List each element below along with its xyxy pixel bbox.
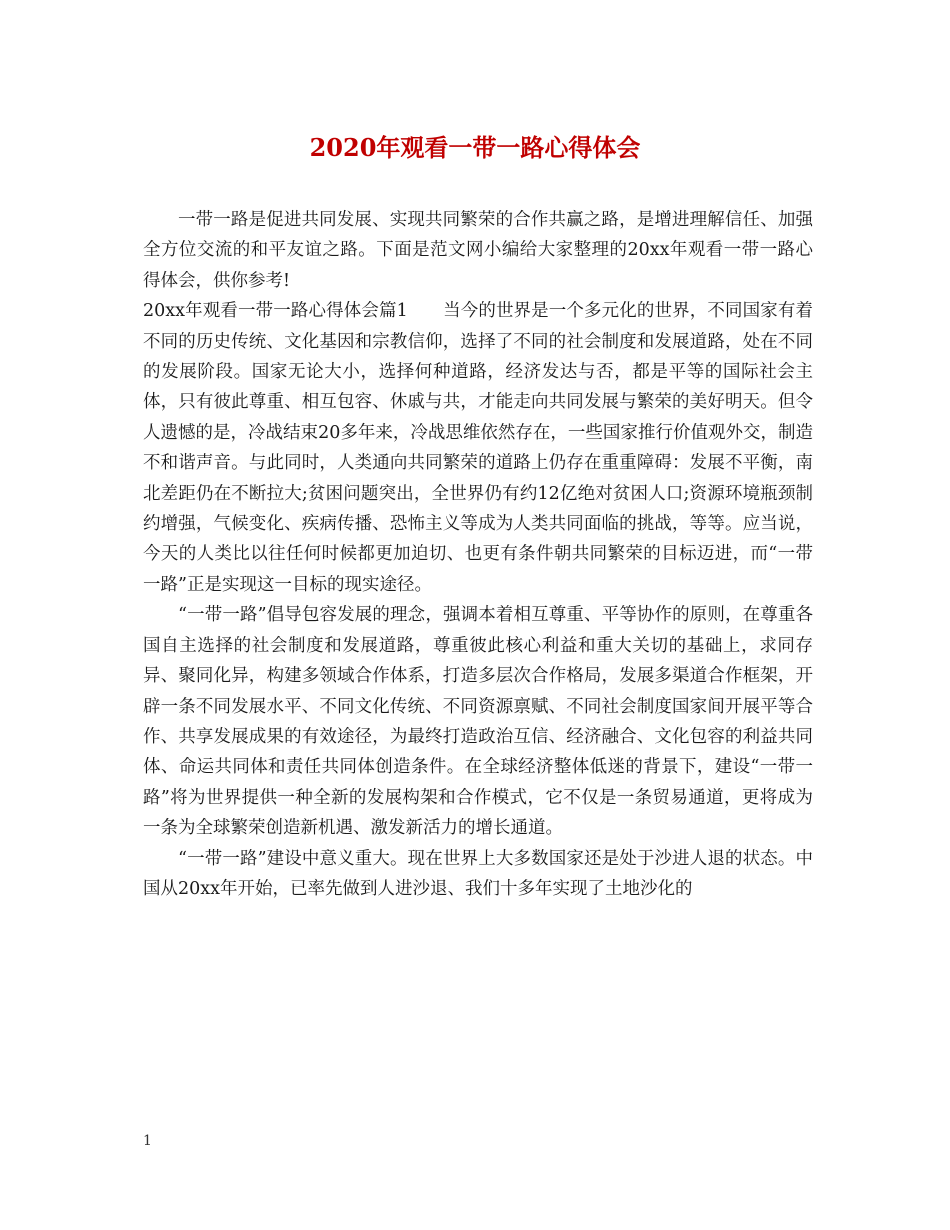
paragraph-intro: 一带一路是促进共同发展、实现共同繁荣的合作共赢之路，是增进理解信任、加强全方位交流的和平友谊之路。下面是范文网小编给大家整理的20xx年观看一带一路心得体会，供你参考! — [143, 210, 813, 291]
paragraph-article-1: 20xx年观看一带一路心得体会篇1 当今的世界是一个多元化的世界，不同国家有着不同的历史传统、文化基因和宗教信仰，选择了不同的社会制度和发展道路，处在不同的发展阶段。国家无论大小，选择何种道路，经济发达与否，都是平等的国际社会主体，只有彼此尊重、相互包容、休戚与共，才能走向共同发展与繁荣的美好明天。但令人遗憾的是，冷战结束20多年来，冷战思维依然存在，一些国家推行价值观外交，制造不和谐声音。与此同时，人类通向共同繁荣的道路上仍存在重重障碍：发展不平衡，南北差距仍在不断拉大;贫困问题突出，全世界仍有约12亿绝对贫困人口;资源环境瓶颈制约增强，气候变化、疾病传播、恐怖主义等成为人类共同面临的挑战，等等。应当说，今天的人类比以往任何时候都更加迫切、也更有条件朝共同繁荣的目标迈进，而“一带一路”正是实现这一目标的现实途径。 — [143, 301, 813, 595]
paragraph-significance: “一带一路”建设中意义重大。现在世界上大多数国家还是处于沙进人退的状态。中国从20xx年开始，已率先做到人进沙退、我们十多年实现了土地沙化的 — [143, 848, 813, 899]
paragraph-inclusive-development: “一带一路”倡导包容发展的理念，强调本着相互尊重、平等协作的原则，在尊重各国自主选择的社会制度和发展道路，尊重彼此核心利益和重大关切的基础上，求同存异、聚同化异，构建多领域合作体系，打造多层次合作格局，发展多渠道合作框架，开辟一条不同发展水平、不同文化传统、不同资源禀赋、不同社会制度国家间开展平等合作、共享发展成果的有效途径，为最终打造政治互信、经济融合、文化包容的利益共同体、命运共同体和责任共同体创造条件。在全球经济整体低迷的背景下，建设“一带一路”将为世界提供一种全新的发展构架和合作模式，它不仅是一条贸易通道，更将成为一条为全球繁荣创造新机遇、激发新活力的增长通道。 — [143, 605, 813, 839]
document-body — [143, 205, 813, 904]
page-number: 1 — [143, 1133, 152, 1149]
document-title: 2020年观看一带一路心得体会 — [309, 133, 641, 162]
